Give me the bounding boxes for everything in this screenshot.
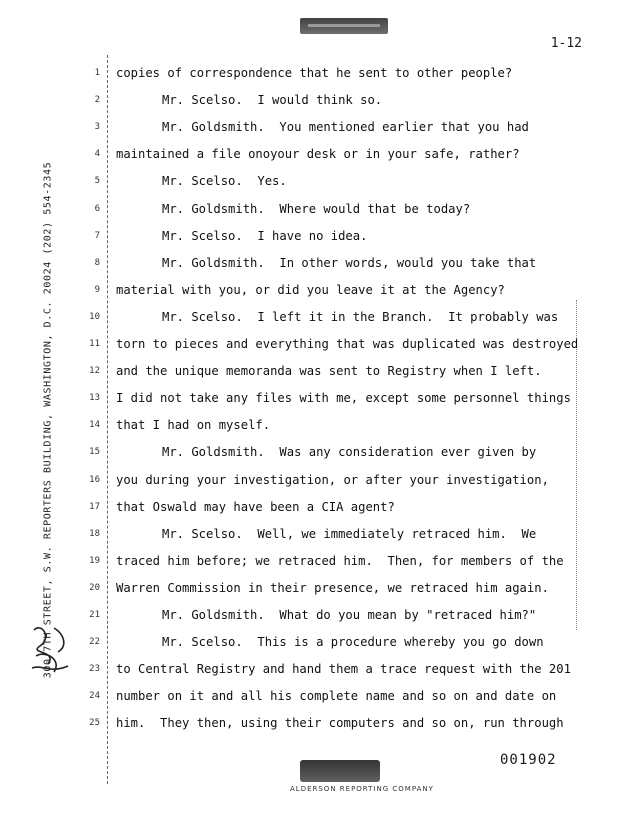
- line-number: 24: [89, 691, 100, 702]
- line-number: 1: [94, 68, 100, 78]
- transcript-line: Mr. Scelso. I would think so.: [162, 93, 383, 108]
- line-number: 18: [89, 528, 100, 539]
- left-margin-rule: [107, 55, 108, 784]
- transcript-line: torn to pieces and everything that was duplicated was destroyed: [116, 337, 579, 351]
- transcript-line: Mr. Goldsmith. In other words, would you take that: [162, 255, 537, 270]
- transcript-line: Mr. Scelso. This is a procedure whereby you go down: [162, 635, 544, 650]
- transcript-line: Mr. Scelso. I left it in the Branch. It probably was: [162, 309, 559, 324]
- transcript-line: Mr. Scelso. Well, we immediately retraced him. We: [162, 526, 537, 541]
- line-number: 3: [94, 122, 100, 133]
- transcript-line: Mr. Goldsmith. Where would that be today?: [162, 201, 471, 216]
- transcript-line: number on it and all his complete name and so on and date on: [116, 689, 557, 704]
- transcript-line: traced him before; we retraced him. Then, for members of the: [116, 553, 564, 568]
- line-number: 25: [89, 718, 100, 729]
- line-number: 14: [89, 420, 100, 431]
- reporter-name: ALDERSON REPORTING COMPANY: [290, 785, 434, 793]
- margin-caption: 300 7TH STREET, S.W. REPORTERS BUILDING, WASHINGTON, D.C. 20024 (202) 554-2345: [42, 161, 54, 679]
- line-number: 13: [89, 393, 100, 404]
- transcript-line: Mr. Goldsmith. What do you mean by "retraced him?": [162, 608, 537, 622]
- transcript-line: I did not take any files with me, except some personnel things: [116, 391, 571, 406]
- line-number: 22: [89, 637, 100, 648]
- transcript-line: Mr. Scelso. Yes.: [162, 174, 287, 189]
- line-number: 8: [94, 257, 100, 268]
- line-number: 21: [89, 610, 100, 620]
- line-number: 16: [89, 474, 100, 485]
- transcript-line: Warren Commission in their presence, we retraced him again.: [116, 580, 549, 595]
- transcript-line: that I had on myself.: [116, 418, 271, 433]
- handwritten-initials-icon: [28, 620, 74, 678]
- line-number: 4: [94, 149, 100, 160]
- line-number: 10: [89, 311, 100, 322]
- line-number: 19: [89, 555, 100, 566]
- transcript-line: Mr. Goldsmith. Was any consideration ever given by: [162, 445, 537, 460]
- transcript-line: you during your investigation, or after your investigation,: [116, 472, 549, 487]
- transcript-line: and the unique memoranda was sent to Registry when I left.: [116, 364, 542, 379]
- bottom-classification-stamp: [300, 760, 380, 782]
- page-number: 1-12: [550, 36, 582, 51]
- line-number: 2: [94, 95, 100, 106]
- line-number: 7: [94, 230, 100, 241]
- transcript-line: maintained a file onoyour desk or in your safe, rather?: [116, 147, 520, 162]
- transcript-line: to Central Registry and hand them a trace request with the 201: [116, 662, 571, 677]
- document-id: 001902: [500, 752, 557, 768]
- line-number: 17: [89, 501, 100, 512]
- line-number: 20: [89, 582, 100, 593]
- transcript-line: Mr. Scelso. I have no idea.: [162, 228, 368, 243]
- line-number: 6: [94, 203, 100, 214]
- transcript-line: material with you, or did you leave it at the Agency?: [116, 282, 505, 297]
- line-number: 11: [89, 339, 100, 349]
- transcript-line: copies of correspondence that he sent to other people?: [116, 66, 513, 80]
- line-number: 5: [94, 176, 100, 187]
- line-number: 15: [89, 447, 100, 458]
- transcript-line: him. They then, using their computers and so on, run through: [116, 716, 564, 731]
- top-classification-stamp: [300, 18, 388, 34]
- line-number: 12: [89, 366, 100, 377]
- transcript-line: that Oswald may have been a CIA agent?: [116, 499, 395, 514]
- line-number: 9: [94, 284, 100, 295]
- line-number: 23: [89, 664, 100, 675]
- transcript-line: Mr. Goldsmith. You mentioned earlier that you had: [162, 120, 529, 135]
